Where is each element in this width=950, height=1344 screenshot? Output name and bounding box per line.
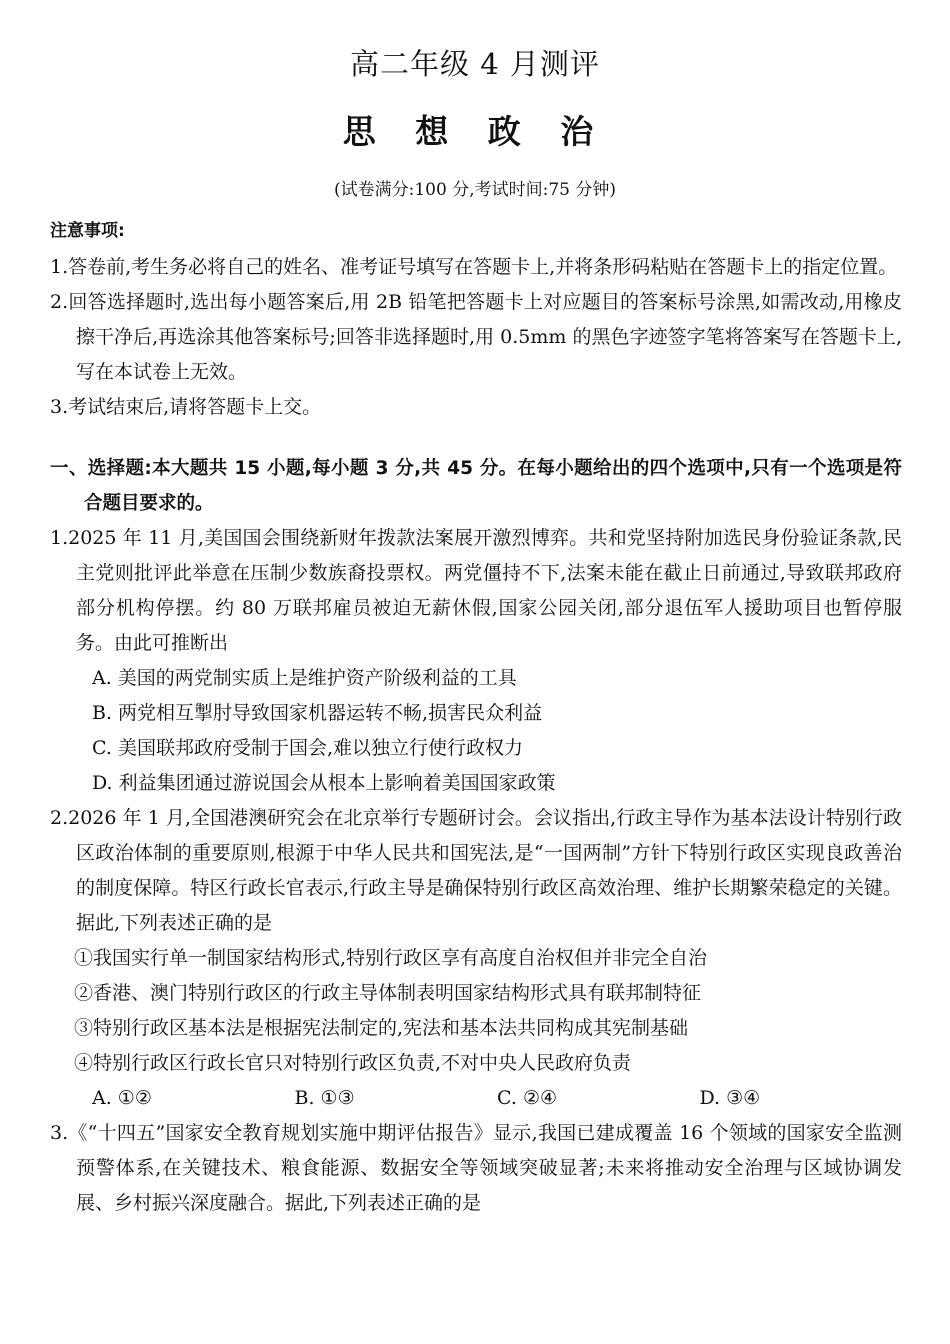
note-item: 2.回答选择题时,选出每小题答案后,用 2B 铅笔把答题卡上对应题目的答案标号涂黑,如需改动,用橡皮擦干净后,再选涂其他答案标号;回答非选择题时,用 0.5mm 的黑色字迹签字笔将答案写在答题卡上,写在本试卷上无效。 xyxy=(50,291,902,383)
question-1-option-a: A. 美国的两党制实质上是维护资产阶级利益的工具 xyxy=(92,667,517,689)
question-2-statement-1: ①我国实行单一制国家结构形式,特别行政区享有高度自治权但并非完全自治 xyxy=(74,947,708,969)
question-2-stem: 2.2026 年 1 月,全国港澳研究会在北京举行专题研讨会。会议指出,行政主导作为基本法设计特别行政区政治体制的重要原则,根源于中华人民共和国宪法,是“一国两制”方针下特别行政区实现良政善治的制度保障。特区行政长官表示,行政主导是确保特别行政区高效治理、维护长期繁荣稳定的关键。据此,下列表述正确的是 xyxy=(50,807,902,934)
note-item: 3.考试结束后,请将答题卡上交。 xyxy=(50,396,322,418)
subject-title: 思 想 政 治 xyxy=(342,112,608,151)
question-2-options xyxy=(50,1081,902,1116)
notes-heading: 注意事项: xyxy=(50,221,125,241)
question-1-option-d: D. 利益集团通过游说国会从根本上影响着美国国家政策 xyxy=(92,772,556,794)
question-2-option-c: C. ②④ xyxy=(497,1087,558,1109)
exam-title: 高二年级 4 月测评 xyxy=(350,47,600,81)
question-2-statement-2: ②香港、澳门特别行政区的行政主导体制表明国家结构形式具有联邦制特征 xyxy=(74,982,702,1004)
question-1-option-b: B. 两党相互掣肘导致国家机器运转不畅,损害民众利益 xyxy=(92,702,543,724)
note-item: 1.答卷前,考生务必将自己的姓名、准考证号填写在答题卡上,并将条形码粘贴在答题卡上的指定位置。 xyxy=(50,256,898,278)
question-1-stem: 1.2025 年 11 月,美国国会围绕新财年拨款法案展开激烈博弈。共和党坚持附加选民身份验证条款,民主党则批评此举意在压制少数族裔投票权。两党僵持不下,法案未能在截止日前通过,导致联邦政府部分机构停摆。约 80 万联邦雇员被迫无薪休假,国家公园关闭,部分退伍军人援助项目也暂停服务。由此可推断出 xyxy=(50,527,902,654)
question-3-stem: 3.《“十四五”国家安全教育规划实施中期评估报告》显示,我国已建成覆盖 16 个领域的国家安全监测预警体系,在关键技术、粮食能源、数据安全等领域突破显著;未来将推动安全治理与区域协调发展、乡村振兴深度融合。据此,下列表述正确的是 xyxy=(50,1122,902,1214)
section-heading: 一、选择题:本大题共 15 小题,每小题 3 分,共 45 分。在每小题给出的四个选项中,只有一个选项是符合题目要求的。 xyxy=(50,458,902,514)
question-2-statement-4: ④特别行政区行政长官只对特别行政区负责,不对中央人民政府负责 xyxy=(74,1052,632,1074)
exam-content xyxy=(50,218,902,1221)
question-2-option-d: D. ③④ xyxy=(699,1087,761,1109)
question-2-statement-3: ③特别行政区基本法是根据宪法制定的,宪法和基本法共同构成其宪制基础 xyxy=(74,1017,689,1039)
question-1-option-c: C. 美国联邦政府受制于国会,难以独立行使行政权力 xyxy=(92,737,523,759)
exam-info: (试卷满分:100 分,考试时间:75 分钟) xyxy=(333,180,616,200)
question-2-option-b: B. ①③ xyxy=(294,1087,355,1109)
question-2-option-a: A. ①② xyxy=(92,1087,152,1109)
